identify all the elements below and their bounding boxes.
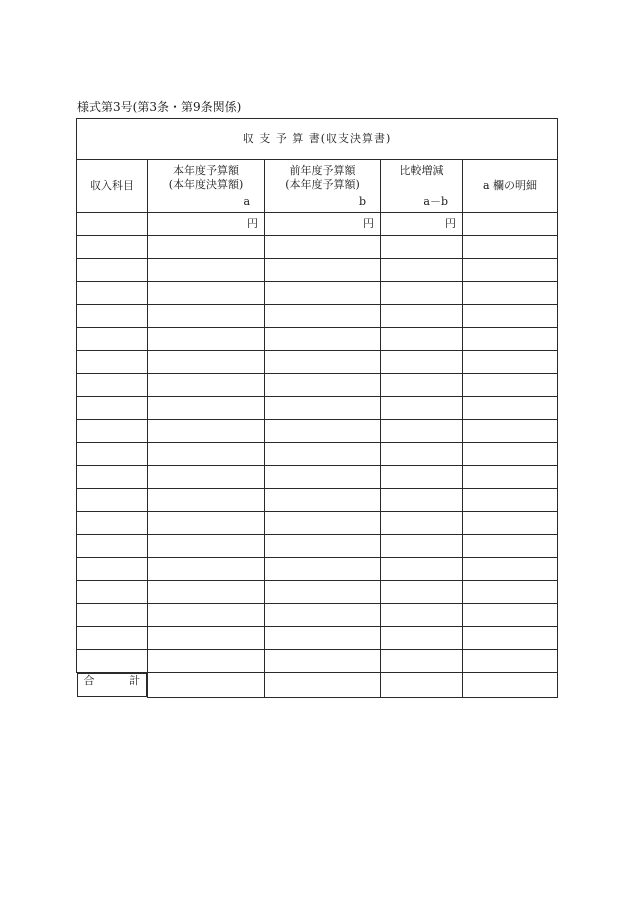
row-previous-cell[interactable] (265, 328, 381, 351)
row-current-cell[interactable] (148, 627, 265, 650)
header-current-budget-line1: 本年度予算額 (173, 164, 239, 177)
row-detail-cell[interactable] (463, 328, 558, 351)
row-comparison-cell[interactable] (381, 305, 463, 328)
total-detail[interactable] (463, 673, 558, 698)
row-item-cell[interactable] (77, 305, 148, 328)
row-detail-cell[interactable] (463, 627, 558, 650)
row-item-cell[interactable] (77, 328, 148, 351)
row-detail-cell[interactable] (463, 558, 558, 581)
table-title: 収 支 予 算 書(収支決算書) (77, 119, 558, 160)
header-current-budget-sub: a (243, 195, 250, 208)
table-row (77, 650, 558, 673)
row-item-cell[interactable] (77, 236, 148, 259)
header-previous-budget (265, 160, 381, 213)
row-comparison-cell[interactable] (381, 328, 463, 351)
row-item-cell[interactable] (77, 650, 148, 673)
row-item-cell[interactable] (77, 466, 148, 489)
unit-row (77, 213, 558, 236)
row-comparison-cell[interactable] (381, 604, 463, 627)
row-detail-cell[interactable] (463, 374, 558, 397)
unit-cell-empty[interactable] (77, 213, 148, 236)
row-previous-cell[interactable] (265, 259, 381, 282)
header-current-budget (148, 160, 265, 213)
row-previous-cell[interactable] (265, 397, 381, 420)
title-row (77, 119, 558, 160)
unit-yen-current: 円 (148, 213, 265, 236)
table-row (77, 466, 558, 489)
row-current-cell[interactable] (148, 535, 265, 558)
row-detail-cell[interactable] (463, 466, 558, 489)
total-comparison[interactable] (381, 673, 463, 698)
row-current-cell[interactable] (148, 305, 265, 328)
header-previous-budget-sub: b (358, 195, 366, 208)
table-row (77, 604, 558, 627)
header-previous-budget-line1: 前年度予算額 (289, 164, 356, 177)
table-row (77, 627, 558, 650)
header-comparison-sub: a－b (423, 195, 448, 208)
row-previous-cell[interactable] (265, 443, 381, 466)
row-current-cell[interactable] (148, 259, 265, 282)
row-item-cell[interactable] (77, 535, 148, 558)
row-item-cell[interactable] (77, 420, 148, 443)
row-current-cell[interactable] (148, 558, 265, 581)
row-comparison-cell[interactable] (381, 282, 463, 305)
table-row (77, 374, 558, 397)
table-row (77, 581, 558, 604)
row-detail-cell[interactable] (463, 282, 558, 305)
row-comparison-cell[interactable] (381, 443, 463, 466)
row-comparison-cell[interactable] (381, 259, 463, 282)
row-previous-cell[interactable] (265, 420, 381, 443)
row-detail-cell[interactable] (463, 236, 558, 259)
row-previous-cell[interactable] (265, 236, 381, 259)
row-current-cell[interactable] (148, 328, 265, 351)
row-detail-cell[interactable] (463, 420, 558, 443)
row-current-cell[interactable] (148, 604, 265, 627)
table-row (77, 489, 558, 512)
table-row (77, 282, 558, 305)
row-comparison-cell[interactable] (381, 374, 463, 397)
row-previous-cell[interactable] (265, 489, 381, 512)
row-detail-cell[interactable] (463, 650, 558, 673)
header-current-budget-line2: (本年度決算額) (168, 178, 244, 191)
row-previous-cell[interactable] (265, 604, 381, 627)
table-row (77, 397, 558, 420)
row-item-cell[interactable] (77, 604, 148, 627)
row-detail-cell[interactable] (463, 397, 558, 420)
table-row (77, 305, 558, 328)
row-comparison-cell[interactable] (381, 627, 463, 650)
row-item-cell[interactable] (77, 374, 148, 397)
row-comparison-cell[interactable] (381, 558, 463, 581)
row-comparison-cell[interactable] (381, 351, 463, 374)
total-previous[interactable] (265, 673, 381, 698)
row-previous-cell[interactable] (265, 466, 381, 489)
row-item-cell[interactable] (77, 558, 148, 581)
table-row (77, 351, 558, 374)
row-comparison-cell[interactable] (381, 650, 463, 673)
row-item-cell[interactable] (77, 259, 148, 282)
budget-table (76, 118, 558, 698)
row-previous-cell[interactable] (265, 535, 381, 558)
unit-cell-detail[interactable] (463, 213, 558, 236)
row-detail-cell[interactable] (463, 581, 558, 604)
row-current-cell[interactable] (148, 489, 265, 512)
row-comparison-cell[interactable] (381, 466, 463, 489)
row-current-cell[interactable] (148, 236, 265, 259)
table-row (77, 443, 558, 466)
table-row (77, 420, 558, 443)
row-current-cell[interactable] (148, 420, 265, 443)
row-comparison-cell[interactable] (381, 535, 463, 558)
row-detail-cell[interactable] (463, 604, 558, 627)
header-income-item: 収入科目 (77, 160, 148, 213)
row-comparison-cell[interactable] (381, 420, 463, 443)
row-previous-cell[interactable] (265, 374, 381, 397)
row-current-cell[interactable] (148, 397, 265, 420)
row-current-cell[interactable] (148, 374, 265, 397)
row-item-cell[interactable] (77, 443, 148, 466)
row-current-cell[interactable] (148, 466, 265, 489)
row-previous-cell[interactable] (265, 351, 381, 374)
row-detail-cell[interactable] (463, 489, 558, 512)
row-previous-cell[interactable] (265, 650, 381, 673)
total-label (77, 673, 148, 697)
row-comparison-cell[interactable] (381, 581, 463, 604)
row-previous-cell[interactable] (265, 627, 381, 650)
table-row (77, 512, 558, 535)
row-detail-cell[interactable] (463, 259, 558, 282)
row-current-cell[interactable] (148, 512, 265, 535)
row-detail-cell[interactable] (463, 351, 558, 374)
row-current-cell[interactable] (148, 581, 265, 604)
row-detail-cell[interactable] (463, 535, 558, 558)
unit-yen-comparison: 円 (381, 213, 463, 236)
table-row (77, 236, 558, 259)
row-item-cell[interactable] (77, 627, 148, 650)
table-row (77, 558, 558, 581)
row-item-cell[interactable] (77, 581, 148, 604)
total-current[interactable] (148, 673, 265, 698)
header-comparison (381, 160, 463, 213)
row-item-cell[interactable] (77, 282, 148, 305)
row-detail-cell[interactable] (463, 305, 558, 328)
row-previous-cell[interactable] (265, 581, 381, 604)
row-previous-cell[interactable] (265, 512, 381, 535)
form-number-label: 様式第3号(第3条・第9条関係) (77, 100, 242, 114)
unit-yen-previous: 円 (265, 213, 381, 236)
row-previous-cell[interactable] (265, 558, 381, 581)
row-item-cell[interactable] (77, 512, 148, 535)
row-item-cell[interactable] (77, 397, 148, 420)
row-item-cell[interactable] (77, 489, 148, 512)
row-item-cell[interactable] (77, 351, 148, 374)
total-label-left: 合 (83, 674, 95, 687)
row-current-cell[interactable] (148, 282, 265, 305)
table-row (77, 328, 558, 351)
row-detail-cell[interactable] (463, 443, 558, 466)
header-detail: a 欄の明細 (463, 160, 558, 213)
row-previous-cell[interactable] (265, 282, 381, 305)
row-comparison-cell[interactable] (381, 236, 463, 259)
row-current-cell[interactable] (148, 351, 265, 374)
header-comparison-line1: 比較増減 (399, 164, 444, 177)
total-row (77, 673, 558, 698)
table-row (77, 535, 558, 558)
header-row (77, 160, 558, 213)
total-label-right: 計 (129, 674, 140, 687)
row-current-cell[interactable] (148, 650, 265, 673)
row-current-cell[interactable] (148, 443, 265, 466)
row-detail-cell[interactable] (463, 512, 558, 535)
body-rows (77, 236, 558, 673)
row-comparison-cell[interactable] (381, 512, 463, 535)
table-row (77, 259, 558, 282)
row-comparison-cell[interactable] (381, 489, 463, 512)
row-comparison-cell[interactable] (381, 397, 463, 420)
row-previous-cell[interactable] (265, 305, 381, 328)
header-previous-budget-line2: (本年度予算額) (285, 178, 360, 191)
